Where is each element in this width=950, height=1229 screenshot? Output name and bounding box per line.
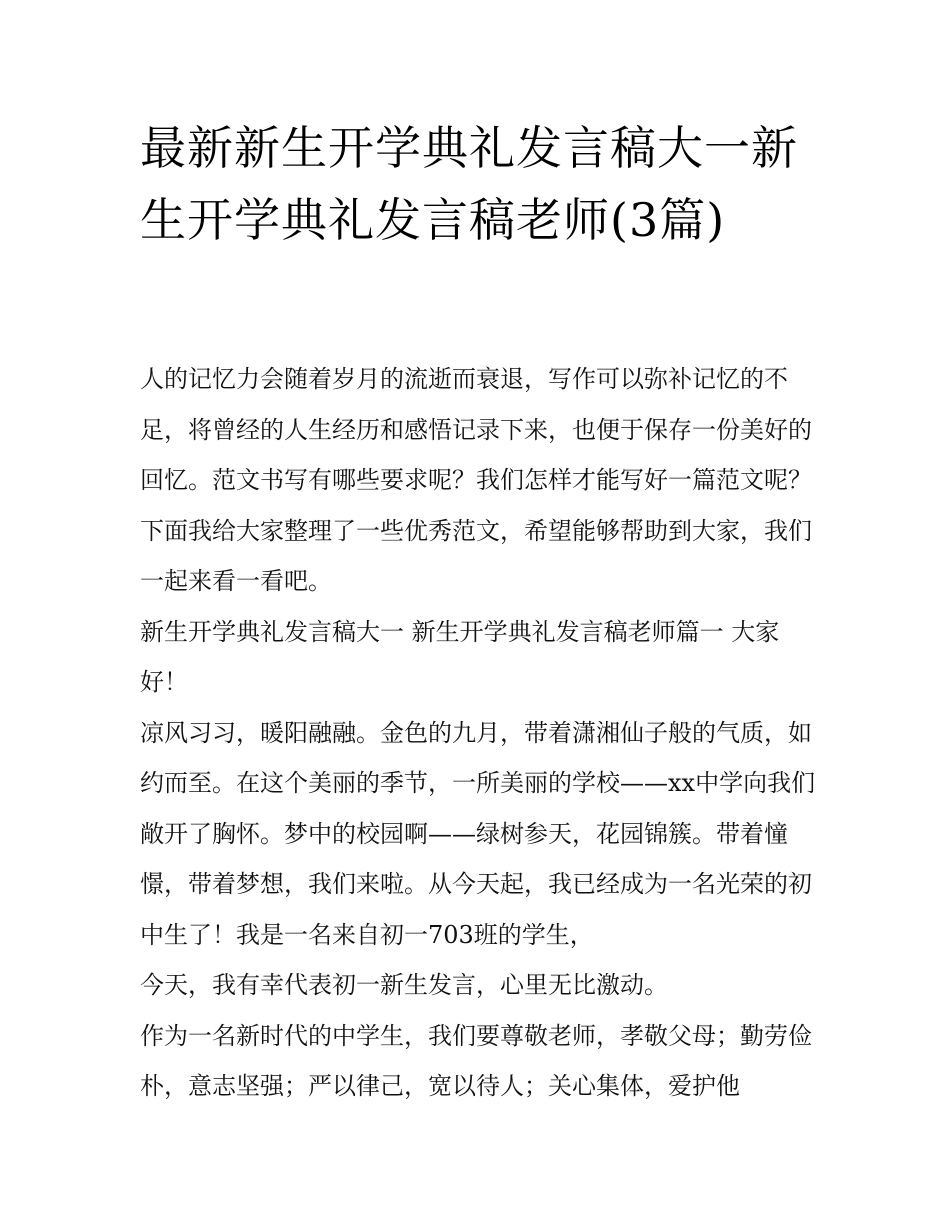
paragraph-duty: 作为一名新时代的中学生，我们要尊敬老师，孝敬父母；勤劳俭朴，意志坚强；严以律己，宽以待人；关心集体，爱护他 [140, 1021, 812, 1100]
document-body [140, 354, 820, 1112]
paragraph-autumn: 凉风习习，暖阳融融。金色的九月，带着潇湘仙子般的气质，如约而至。在这个美丽的季节，一所美丽的学校——xx中学向我们敞开了胸怀。梦中的校园啊——绿树参天，花园锦簇。带着憧憬，带着梦想，我们来啦。从今天起，我已经成为一名光荣的初中生了！我是一名来自初一703班的学生， [140, 718, 816, 949]
paragraph-honor: 今天，我有幸代表初一新生发言，心里无比激动。 [140, 971, 668, 999]
paragraph-heading-greeting: 新生开学典礼发言稿大一 新生开学典礼发言稿老师篇一 大家好！ [140, 617, 780, 696]
document-title: 最新新生开学典礼发言稿大一新生开学典礼发言稿老师(3篇) [140, 121, 798, 247]
paragraph-intro: 人的记忆力会随着岁月的流逝而衰退，写作可以弥补记忆的不足，将曾经的人生经历和感悟记录下来，也便于保存一份美好的回忆。范文书写有哪些要求呢？我们怎样才能写好一篇范文呢？下面我给大家整理了一些优秀范文，希望能够帮助到大家，我们一起来看一看吧。 [140, 365, 812, 595]
